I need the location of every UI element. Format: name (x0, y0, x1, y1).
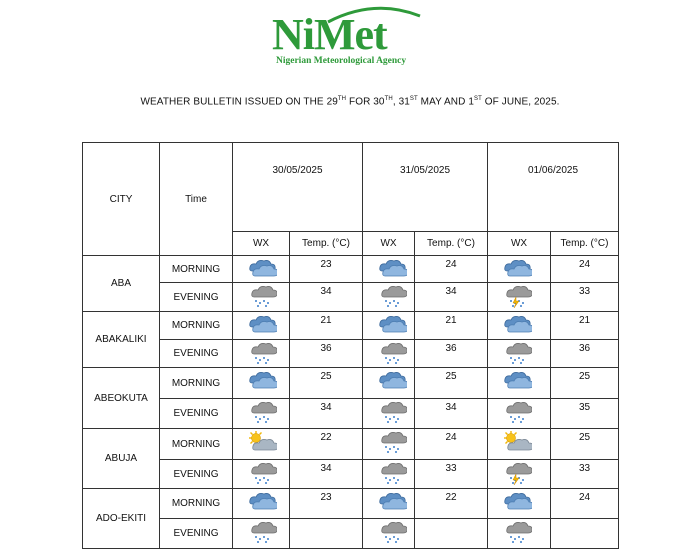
wx-cell (363, 429, 415, 460)
wx-cell (488, 399, 551, 429)
table-row (83, 312, 619, 340)
wx-cell (233, 519, 290, 549)
forecast-table (82, 142, 619, 549)
temperature-value: 24 (551, 489, 619, 519)
wx-cell (363, 519, 415, 549)
rain-icon (247, 400, 277, 425)
time-period: MORNING (160, 489, 233, 519)
time-period: MORNING (160, 256, 233, 283)
rain-icon (502, 341, 532, 366)
temperature-value: 23 (290, 256, 363, 283)
temperature-value: 34 (290, 460, 363, 489)
wx-cell (488, 489, 551, 519)
temp-header: Temp. (°C) (551, 232, 619, 256)
temperature-value: 34 (290, 283, 363, 312)
partly-sunny-icon (247, 430, 277, 455)
bulletin-title: WEATHER BULLETIN ISSUED ON THE 29TH FOR 30TH, 31ST MAY AND 1ST OF JUNE, 2025. (140, 96, 560, 108)
rain-icon (247, 284, 277, 309)
cloudy-icon (502, 257, 532, 282)
date-header: 30/05/2025 (233, 143, 363, 232)
time-period: MORNING (160, 368, 233, 399)
temperature-value: 34 (415, 283, 488, 312)
thunderstorm-icon (502, 461, 532, 486)
agency-name: Nigerian Meteorological Agency (276, 56, 407, 66)
temperature-value: 25 (290, 368, 363, 399)
temperature-value: 34 (290, 399, 363, 429)
rain-icon (502, 400, 532, 425)
wx-header: WX (488, 232, 551, 256)
wx-cell (488, 519, 551, 549)
table-row (83, 368, 619, 399)
time-period: MORNING (160, 312, 233, 340)
logo-wordmark: NiMet (272, 10, 387, 59)
cloudy-icon (247, 257, 277, 282)
temperature-value: 21 (551, 312, 619, 340)
cloudy-icon (377, 369, 407, 394)
wx-cell (488, 340, 551, 368)
temperature-value: 34 (415, 399, 488, 429)
city-name: ADO-EKITI (83, 489, 160, 549)
rain-icon (377, 400, 407, 425)
wx-cell (233, 256, 290, 283)
table-row (83, 460, 619, 489)
table-row (83, 489, 619, 519)
wx-cell (363, 399, 415, 429)
wx-cell (488, 368, 551, 399)
temperature-value: 21 (415, 312, 488, 340)
cloudy-icon (377, 490, 407, 515)
cloudy-icon (502, 313, 532, 338)
temperature-value: 36 (415, 340, 488, 368)
thunderstorm-icon (502, 284, 532, 309)
date-header: 01/06/2025 (488, 143, 619, 232)
temperature-value (290, 519, 363, 549)
wx-cell (363, 460, 415, 489)
wx-header: WX (233, 232, 290, 256)
wx-cell (363, 340, 415, 368)
time-period: EVENING (160, 340, 233, 368)
wx-cell (488, 283, 551, 312)
cloudy-icon (247, 369, 277, 394)
table-row (83, 429, 619, 460)
temperature-value: 22 (290, 429, 363, 460)
wx-cell (233, 460, 290, 489)
cloudy-icon (377, 313, 407, 338)
date-header: 31/05/2025 (363, 143, 488, 232)
rain-icon (377, 520, 407, 545)
time-period: EVENING (160, 519, 233, 549)
city-name: ABAKALIKI (83, 312, 160, 368)
city-name: ABUJA (83, 429, 160, 489)
temperature-value: 25 (415, 368, 488, 399)
cloudy-icon (377, 257, 407, 282)
wx-cell (488, 429, 551, 460)
wx-cell (363, 256, 415, 283)
temperature-value: 24 (551, 256, 619, 283)
rain-icon (247, 461, 277, 486)
wx-cell (233, 340, 290, 368)
wx-cell (233, 399, 290, 429)
wx-cell (233, 429, 290, 460)
wx-cell (488, 256, 551, 283)
temperature-value: 24 (415, 256, 488, 283)
rain-icon (247, 520, 277, 545)
temperature-value: 36 (290, 340, 363, 368)
temperature-value: 33 (551, 460, 619, 489)
wx-cell (233, 489, 290, 519)
rain-icon (247, 341, 277, 366)
time-period: EVENING (160, 283, 233, 312)
time-period: EVENING (160, 399, 233, 429)
rain-icon (502, 520, 532, 545)
temperature-value: 25 (551, 368, 619, 399)
temperature-value: 21 (290, 312, 363, 340)
wx-header: WX (363, 232, 415, 256)
table-row (83, 256, 619, 283)
cloudy-icon (502, 369, 532, 394)
rain-icon (377, 461, 407, 486)
temperature-value: 25 (551, 429, 619, 460)
wx-cell (233, 368, 290, 399)
wx-cell (363, 312, 415, 340)
city-name: ABEOKUTA (83, 368, 160, 429)
temperature-value: 22 (415, 489, 488, 519)
temperature-value: 24 (415, 429, 488, 460)
wx-cell (363, 368, 415, 399)
wx-cell (233, 312, 290, 340)
table-row (83, 399, 619, 429)
rain-icon (377, 284, 407, 309)
table-row (83, 340, 619, 368)
temperature-value: 35 (551, 399, 619, 429)
city-header: CITY (83, 143, 160, 256)
table-row (83, 283, 619, 312)
wx-cell (363, 489, 415, 519)
time-period: EVENING (160, 460, 233, 489)
time-period: MORNING (160, 429, 233, 460)
nimet-logo (272, 4, 432, 74)
temp-header: Temp. (°C) (290, 232, 363, 256)
rain-icon (377, 430, 407, 455)
temp-header: Temp. (°C) (415, 232, 488, 256)
partly-sunny-icon (502, 430, 532, 455)
temperature-value (415, 519, 488, 549)
table-row (83, 519, 619, 549)
rain-icon (377, 341, 407, 366)
temperature-value: 33 (551, 283, 619, 312)
temperature-value: 33 (415, 460, 488, 489)
wx-cell (233, 283, 290, 312)
wx-cell (488, 312, 551, 340)
temperature-value: 36 (551, 340, 619, 368)
cloudy-icon (247, 313, 277, 338)
cloudy-icon (502, 490, 532, 515)
time-header: Time (160, 143, 233, 256)
wx-cell (363, 283, 415, 312)
cloudy-icon (247, 490, 277, 515)
temperature-value (551, 519, 619, 549)
temperature-value: 23 (290, 489, 363, 519)
wx-cell (488, 460, 551, 489)
city-name: ABA (83, 256, 160, 312)
